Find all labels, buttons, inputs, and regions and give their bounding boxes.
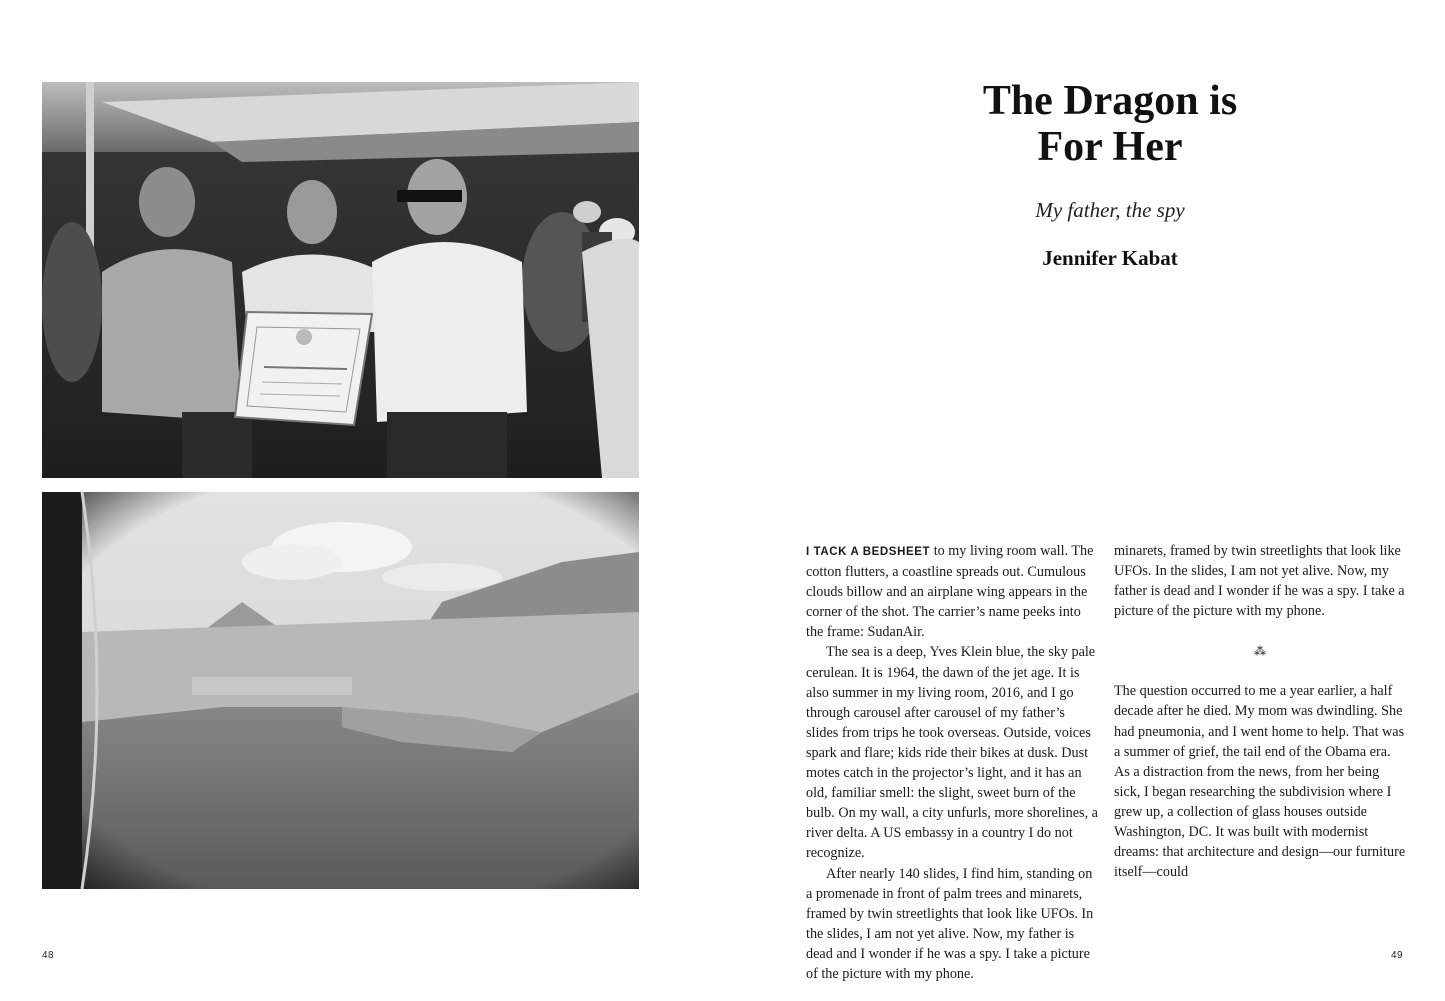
article-title-line2: For Her bbox=[1037, 124, 1183, 170]
body-paragraph-1 bbox=[806, 541, 1098, 642]
body-paragraph-1-text: to my living room wall. The cotton flutters, a coastline spreads out. Cumulous clouds billow and an airplane wing appears in the corner of the shot. The carrier’s name peeks into the frame: SudanAir. bbox=[806, 543, 1094, 641]
photo-men-with-certificate bbox=[42, 82, 639, 478]
section-break-ornament: ⁂ bbox=[1254, 644, 1266, 659]
body-column-right bbox=[1114, 541, 1406, 882]
article-title bbox=[900, 78, 1320, 170]
body-paragraph-3-continued: minarets, framed by twin streetlights that look like UFOs. In the slides, I am not yet alive. Now, my father is dead and I wonder if he was a spy. I take a picture of the picture with my phone. bbox=[1114, 543, 1405, 620]
article-title-line1: The Dragon is bbox=[982, 78, 1238, 124]
photo-aerial-coastline bbox=[42, 492, 639, 889]
body-paragraph-3: After nearly 140 slides, I find him, standing on a promenade in front of palm trees and minarets, framed by twin streetlights that look like UFOs. In the slides, I am not yet alive. Now, my father is dead and I wonder if he was a spy. I take a picture of the picture with my phone. bbox=[806, 865, 1094, 982]
page-number-right: 49 bbox=[1391, 950, 1404, 961]
article-author: Jennifer Kabat bbox=[1042, 246, 1178, 270]
body-paragraph-2: The sea is a deep, Yves Klein blue, the sky pale cerulean. It is 1964, the dawn of the jet age. It is also summer in my living room, 2016, and I go through carousel after carousel of my father’s slides from trips he took overseas. Outside, voices spark and flare; kids ride their bikes at dusk. Dust motes catch in the projector’s light, and it has an old, familiar smell: the slight, sweet burn of the bulb. On my wall, a city unfurls, more shorelines, a river delta. A US embassy in a country I do not recognize. bbox=[806, 644, 1098, 862]
body-column-left bbox=[806, 541, 1098, 982]
lead-in: I TACK A BEDSHEET bbox=[806, 546, 931, 558]
body-paragraph-4: The question occurred to me a year earlier, a half decade after he died. My mom was dwindling. She had pneumonia, and I went home to help. That was a summer of grief, the tail end of the Obama era. As a distraction from the news, from her being sick, I began researching the subdivision where I grew up, a collection of glass houses outside Washington, DC. It was built with modernist dreams: that architecture and design—our furniture itself—could bbox=[1114, 683, 1406, 881]
article-subtitle: My father, the spy bbox=[1035, 198, 1185, 222]
page-number-left: 48 bbox=[42, 950, 55, 961]
